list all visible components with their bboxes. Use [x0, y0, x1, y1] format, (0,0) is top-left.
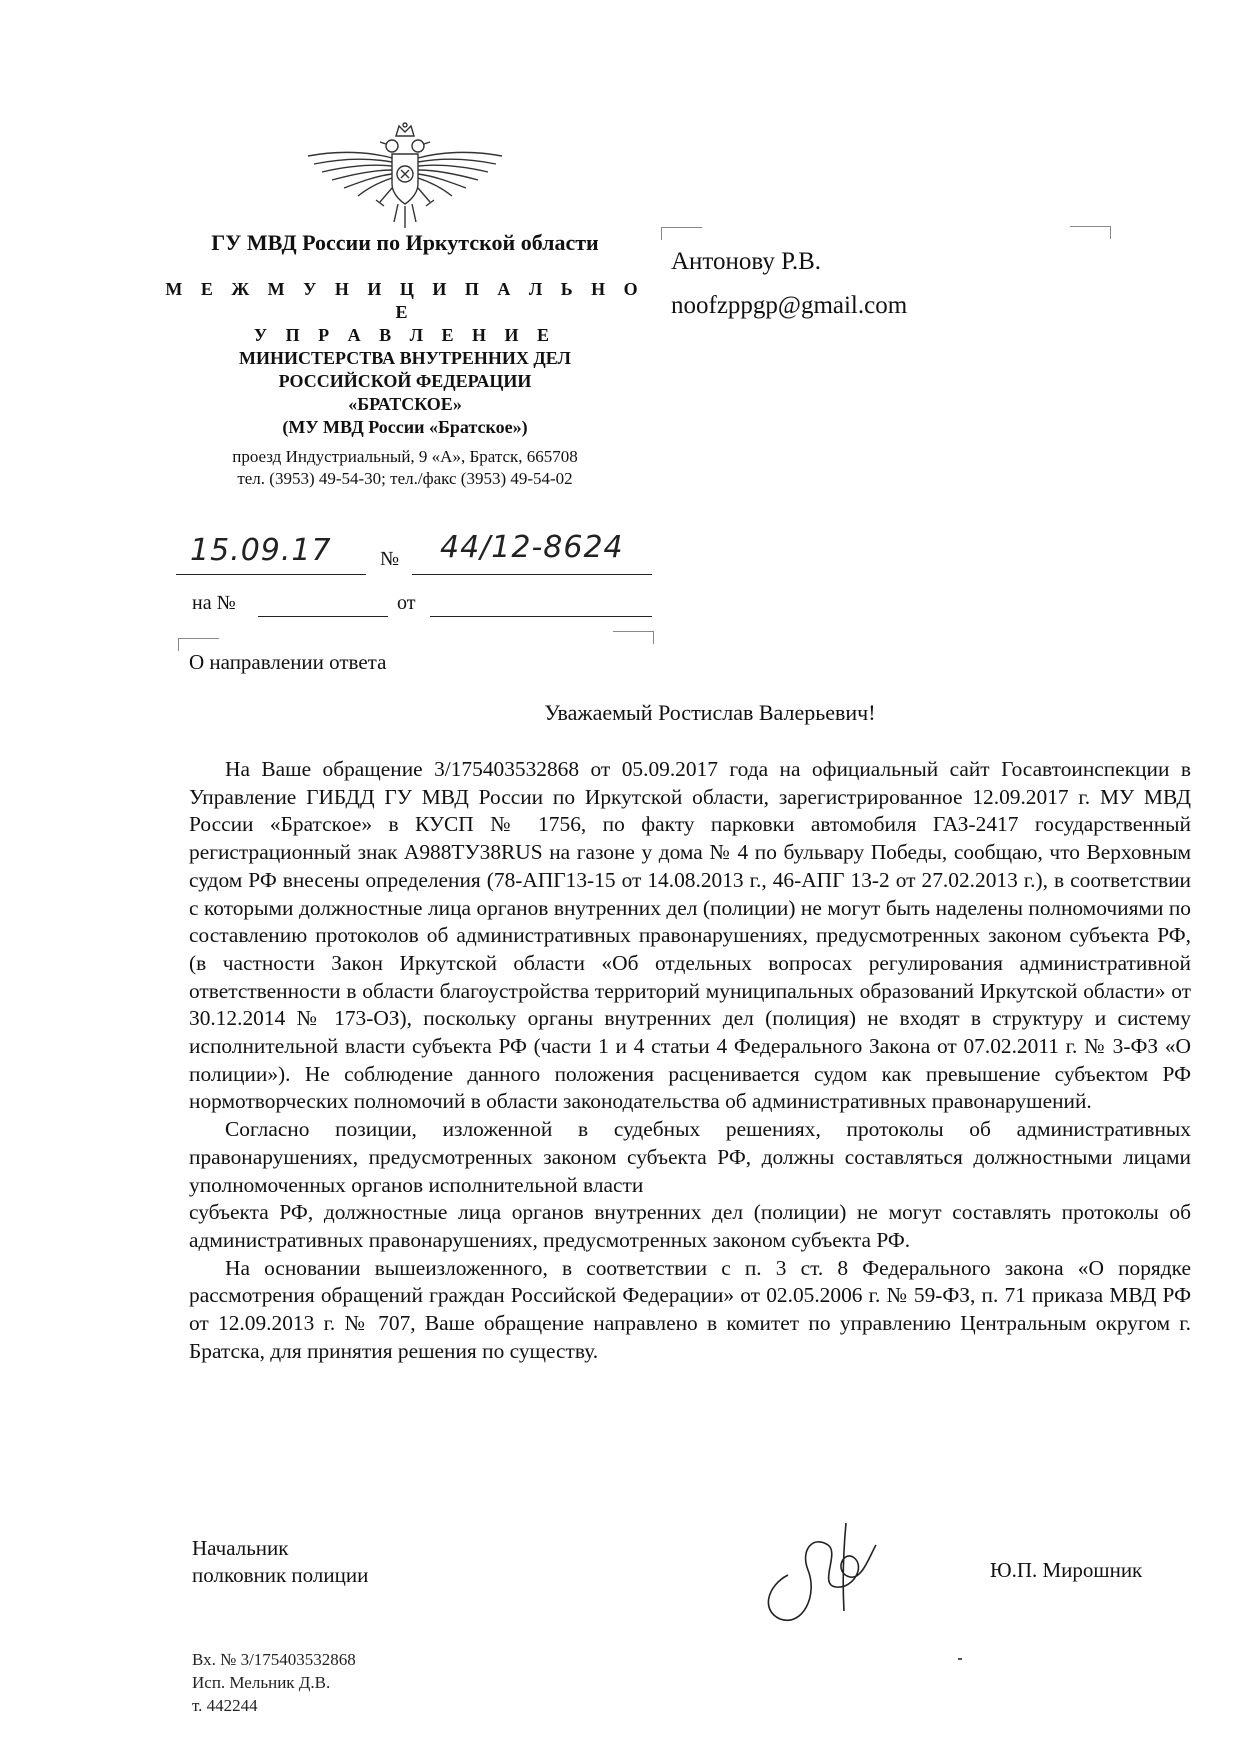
number-underline — [412, 574, 652, 575]
executor: Исп. Мельник Д.В. — [192, 1673, 331, 1692]
address: проезд Индустриальный, 9 «А», Братск, 665708 — [232, 447, 578, 466]
recipient-email: noofzppgp@gmail.com — [671, 292, 908, 319]
date-underline — [176, 574, 366, 575]
greeting: Уважаемый Ростислав Валерьевич! — [544, 700, 876, 725]
signatory-rank: полковник полиции — [192, 1563, 369, 1587]
letter-body — [189, 756, 1191, 1365]
dept-short-name: (МУ МВД России «Братское») — [282, 417, 528, 437]
phones: тел. (3953) 49-54-30; тел./факс (3953) 49-54-02 — [237, 469, 573, 488]
handwritten-number: 44/12-8624 — [440, 530, 624, 565]
executor-phone: т. 442244 — [192, 1696, 258, 1715]
signatory-role — [192, 1535, 368, 1589]
incoming-number: Вх. № 3/175403532868 — [192, 1650, 356, 1669]
corner-mark — [1070, 226, 1111, 239]
recipient-name: Антонову Р.В. — [671, 248, 822, 275]
ref-label: на № — [192, 592, 236, 614]
scan-speck — [958, 1658, 962, 1660]
eagle-emblem-icon — [300, 122, 510, 234]
handwritten-date: 15.09.17 — [190, 533, 332, 568]
address-block — [160, 446, 650, 490]
from-underline — [430, 616, 652, 617]
dept-line-1: М Е Ж М У Н И Ц И П А Л Ь Н О Е — [165, 279, 645, 322]
dept-line-4: РОССИЙСКОЙ ФЕДЕРАЦИИ — [278, 371, 532, 391]
dept-line-3: МИНИСТЕРСТВА ВНУТРЕННИХ ДЕЛ — [239, 348, 571, 368]
footer-block — [192, 1648, 356, 1717]
corner-mark — [613, 631, 654, 644]
number-label: № — [380, 548, 400, 570]
ref-underline — [258, 616, 388, 617]
dept-line-2: У П Р А В Л Е Н И Е — [253, 325, 557, 345]
handwritten-signature — [758, 1515, 888, 1625]
subject-line: О направлении ответа — [189, 650, 387, 674]
dept-line-5: «БРАТСКОЕ» — [348, 394, 462, 414]
paragraph-4: На основании вышеизложенного, в соответствии с п. 3 ст. 8 Федерального закона «О порядке рассмотрения обращений граждан Российской Федерации» от 02.05.2006 г. № 59-ФЗ, п. 71 приказа МВД РФ от 12.09.2013 г. № 707, Ваше обращение направлено в комитет по управлению Центральным округом г. Братска, для принятия решения по существу. — [189, 1255, 1191, 1363]
signatory-name: Ю.П. Мирошник — [990, 1558, 1143, 1582]
paragraph-2: Согласно позиции, изложенной в судебных решениях, протоколы об административных правонарушениях, предусмотренных законом субъекта РФ, должны составляться должностными лицами уполномоченных органов исполнительной власти — [189, 1117, 1191, 1197]
corner-mark — [661, 227, 702, 240]
signatory-position: Начальник — [192, 1536, 289, 1560]
paragraph-3: субъекта РФ, должностные лица органов внутренних дел (полиции) не могут составлять протоколы об административных правонарушениях, предусмотренных законом субъекта РФ. — [189, 1200, 1191, 1252]
org-title: ГУ МВД России по Иркутской области — [211, 230, 599, 255]
department-block — [160, 278, 650, 439]
from-label: от — [397, 592, 416, 614]
paragraph-1: На Ваше обращение 3/175403532868 от 05.09.2017 года на официальный сайт Госавтоинспекции в Управление ГИБДД ГУ МВД России по Иркутской области, зарегистрированное 12.09.2017 г. МУ МВД России «Братское» в КУСП № 1756, по факту парковки автомобиля ГАЗ-2417 государственный регистрационный знак А988ТУ38RUS на газоне у дома № 4 по бульвару Победы, сообщаю, что Верховным судом РФ внесены определения (78-АПГ13-15 от 14.08.2013 г., 46-АПГ 13-2 от 27.02.2013 г.), в соответствии с которыми должностные лица органов внутренних дел (полиции) не могут быть наделены полномочиями по составлению протоколов об административных правонарушениях, предусмотренных законом субъекта РФ, (в частности Закон Иркутской области «Об отдельных вопросах регулирования административной ответственности в области благоустройства территорий муниципальных образований Иркутской области» от 30.12.2014 № 173-ОЗ), поскольку органы внутренних дел (полиция) не входят в структуру и систему исполнительной власти субъекта РФ (части 1 и 4 статьи 4 Федерального Закона от 07.02.2011 г. № 3-ФЗ «О полиции»). Не соблюдение данного положения расценивается судом как превышение субъектом РФ нормотворческих полномочий в области законодательства об административных правонарушений. — [189, 757, 1191, 1114]
